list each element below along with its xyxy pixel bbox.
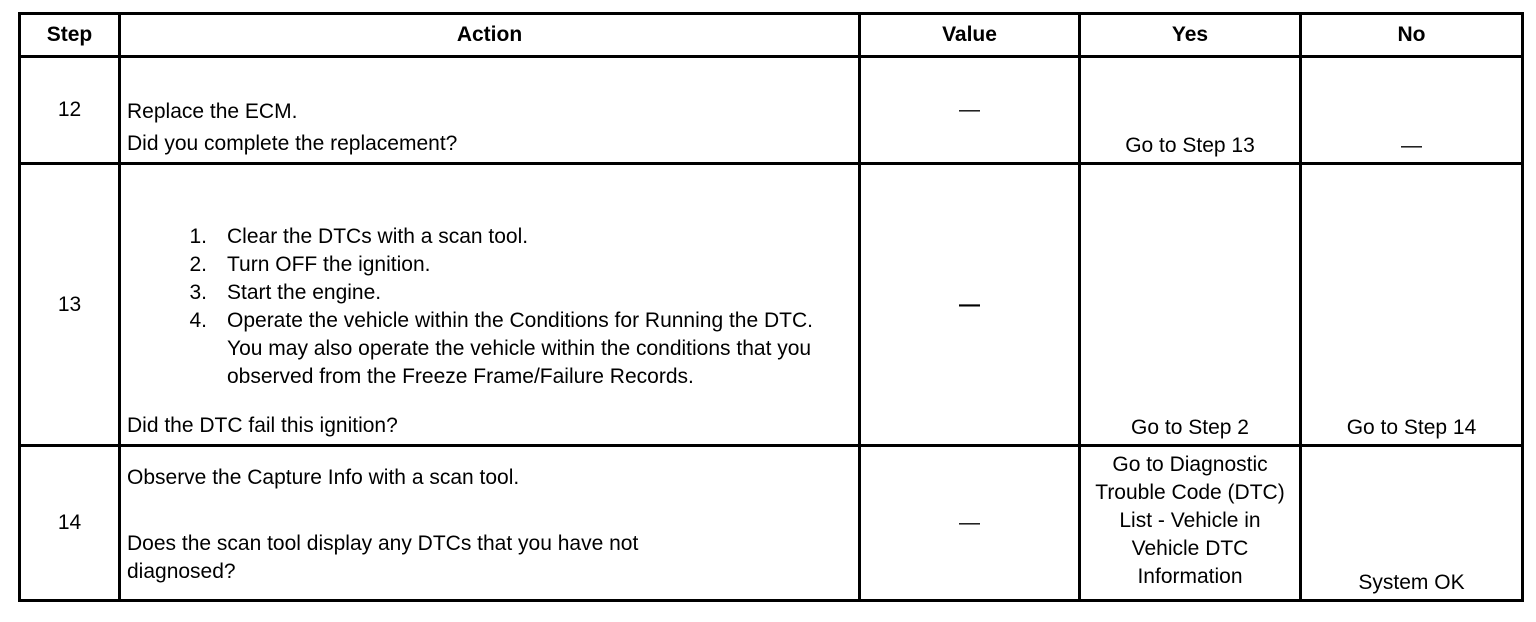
- action-instruction: Observe the Capture Info with a scan tool.: [127, 466, 520, 489]
- substep-item: [127, 251, 852, 279]
- substep-text: Start the engine.: [227, 280, 382, 304]
- action-question: Does the scan tool display any DTCs that you have not diagnosed?: [127, 532, 639, 583]
- no-cell: —: [1301, 57, 1523, 164]
- substep-item: [127, 223, 852, 251]
- action-cell: [120, 57, 860, 164]
- header-yes: Yes: [1080, 14, 1301, 57]
- action-question: Did the DTC fail this ignition?: [127, 414, 398, 437]
- action-substeps: [121, 219, 858, 391]
- action-cell: [120, 446, 860, 601]
- substep-number: 2.: [189, 252, 207, 276]
- step-number: 13: [20, 164, 120, 446]
- substep-number: 4.: [189, 308, 207, 332]
- step-number: 12: [20, 57, 120, 164]
- header-row: [20, 14, 1523, 57]
- table-row-step-12: [20, 57, 1523, 164]
- value-cell: —: [860, 164, 1080, 446]
- substep-number: 3.: [189, 280, 207, 304]
- yes-cell: Go to Step 13: [1080, 57, 1301, 164]
- step-number: 14: [20, 446, 120, 601]
- table-row-step-13: [20, 164, 1523, 446]
- substep-text: Turn OFF the ignition.: [227, 252, 431, 276]
- substep-item: [127, 279, 852, 307]
- substep-list: [127, 223, 852, 391]
- action-question: Did you complete the replacement?: [127, 132, 458, 155]
- substep-item: [127, 307, 852, 391]
- value-cell: —: [860, 446, 1080, 601]
- diagnostic-table: [18, 12, 1524, 602]
- header-step: Step: [20, 14, 120, 57]
- value-cell: —: [860, 57, 1080, 164]
- table-row-step-14: [20, 446, 1523, 601]
- substep-text: Operate the vehicle within the Conditions for Running the DTC. You may also operate the vehicle within the conditions that you observed from the Freeze Frame/Failure Records.: [227, 308, 813, 388]
- substep-text: Clear the DTCs with a scan tool.: [227, 224, 529, 248]
- no-cell: System OK: [1301, 446, 1523, 601]
- action-instruction: Replace the ECM.: [127, 100, 298, 123]
- substep-number: 1.: [189, 224, 207, 248]
- header-action: Action: [120, 14, 860, 57]
- yes-cell: Go to Diagnostic Trouble Code (DTC) List - Vehicle in Vehicle DTC Information: [1080, 446, 1301, 601]
- header-value: Value: [860, 14, 1080, 57]
- yes-cell: Go to Step 2: [1080, 164, 1301, 446]
- action-cell: [120, 164, 860, 446]
- header-no: No: [1301, 14, 1523, 57]
- no-cell: Go to Step 14: [1301, 164, 1523, 446]
